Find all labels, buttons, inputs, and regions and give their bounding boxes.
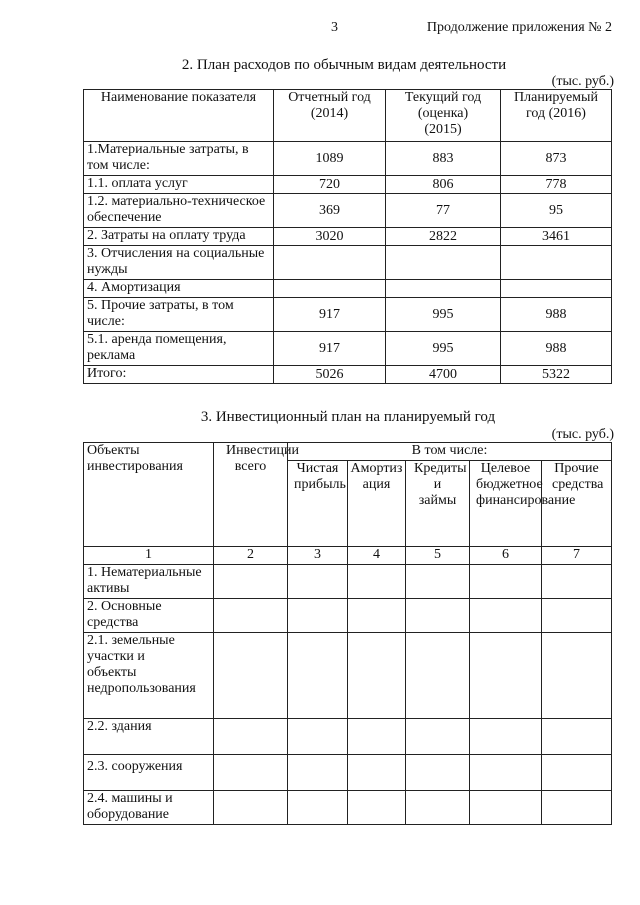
table-row bbox=[84, 298, 612, 332]
col-budget-financing: Целевое бюджетное финансирование bbox=[470, 461, 542, 547]
col-credits-loans: Кредиты и займы bbox=[406, 461, 470, 547]
table-row bbox=[84, 633, 612, 719]
col-total: Инвестиции всего bbox=[214, 443, 288, 547]
cell-2015 bbox=[386, 280, 501, 298]
table-row bbox=[84, 332, 612, 366]
appendix-label: Продолжение приложения № 2 bbox=[426, 20, 612, 35]
col-index: 5 bbox=[406, 547, 470, 565]
table-row bbox=[84, 228, 612, 246]
row-name: 1.1. оплата услуг bbox=[84, 176, 274, 194]
col-objects: Объекты инвестирования bbox=[84, 443, 214, 547]
col-index: 6 bbox=[470, 547, 542, 565]
cell-2016: 873 bbox=[501, 142, 612, 176]
row-name: 4. Амортизация bbox=[84, 280, 274, 298]
object-name: 2. Основные средства bbox=[84, 599, 214, 633]
object-name: 2.4. машины и оборудование bbox=[84, 791, 214, 825]
table-row bbox=[84, 142, 612, 176]
cell-2015: 995 bbox=[386, 332, 501, 366]
col-index: 1 bbox=[84, 547, 214, 565]
row-name: 1.2. материально-техническое обеспечение bbox=[84, 194, 274, 228]
cell-2015: 806 bbox=[386, 176, 501, 194]
page-header bbox=[0, 20, 640, 40]
col-amortization: Амортизация bbox=[348, 461, 406, 547]
table-row bbox=[84, 719, 612, 755]
cell-2016: 95 bbox=[501, 194, 612, 228]
table-row bbox=[84, 565, 612, 599]
object-name: 1. Нематериальные активы bbox=[84, 565, 214, 599]
col-index: 7 bbox=[542, 547, 612, 565]
cell-2015 bbox=[386, 246, 501, 280]
table-row bbox=[84, 599, 612, 633]
cell-2016: 5322 bbox=[501, 366, 612, 384]
table-row bbox=[84, 791, 612, 825]
row-name: 3. Отчисления на социальные нужды bbox=[84, 246, 274, 280]
cell-2016 bbox=[501, 280, 612, 298]
table-row bbox=[84, 176, 612, 194]
section1-title: 2. План расходов по обычным видам деятельности bbox=[181, 57, 507, 73]
col-index: 2 bbox=[214, 547, 288, 565]
table-header-row bbox=[84, 90, 612, 142]
row-name: 5.1. аренда помещения, реклама bbox=[84, 332, 274, 366]
cell-2014 bbox=[274, 280, 386, 298]
object-name: 2.1. земельные участки и объекты недропользования bbox=[84, 633, 214, 719]
row-name: 1.Материальные затраты, в том числе: bbox=[84, 142, 274, 176]
cell-2015: 77 bbox=[386, 194, 501, 228]
row-name: Итого: bbox=[84, 366, 274, 384]
table-row bbox=[84, 755, 612, 791]
cell-2015: 4700 bbox=[386, 366, 501, 384]
col-net-profit: Чистая прибыль bbox=[288, 461, 348, 547]
col-year-2016: Планируемый год (2016) bbox=[501, 90, 612, 142]
col-other-funds: Прочие средства bbox=[542, 461, 612, 547]
col-index: 4 bbox=[348, 547, 406, 565]
cell-2014: 917 bbox=[274, 332, 386, 366]
table-header-row bbox=[84, 443, 612, 461]
table-row bbox=[84, 194, 612, 228]
table-row bbox=[84, 280, 612, 298]
expense-plan-table bbox=[83, 89, 612, 384]
cell-2016: 3461 bbox=[501, 228, 612, 246]
cell-2014: 1089 bbox=[274, 142, 386, 176]
object-name: 2.3. сооружения bbox=[84, 755, 214, 791]
col-indicator-name: Наименование показателя bbox=[84, 90, 274, 142]
cell-2015: 883 bbox=[386, 142, 501, 176]
table-row-total bbox=[84, 366, 612, 384]
col-index: 3 bbox=[288, 547, 348, 565]
cell-2014: 917 bbox=[274, 298, 386, 332]
cell-2014: 369 bbox=[274, 194, 386, 228]
cell-2014: 720 bbox=[274, 176, 386, 194]
col-group-including: В том числе: bbox=[288, 443, 612, 461]
cell-2016: 988 bbox=[501, 332, 612, 366]
cell-2015: 2822 bbox=[386, 228, 501, 246]
cell-2016: 778 bbox=[501, 176, 612, 194]
section1-units: (тыс. руб.) bbox=[551, 74, 614, 89]
cell-2016: 988 bbox=[501, 298, 612, 332]
section2-title: 3. Инвестиционный план на планируемый год bbox=[200, 409, 496, 425]
col-year-2015: Текущий год (оценка) (2015) bbox=[386, 90, 501, 142]
investment-plan-table bbox=[83, 442, 612, 825]
cell-2014: 3020 bbox=[274, 228, 386, 246]
object-name: 2.2. здания bbox=[84, 719, 214, 755]
row-name: 2. Затраты на оплату труда bbox=[84, 228, 274, 246]
table-row bbox=[84, 246, 612, 280]
cell-2015: 995 bbox=[386, 298, 501, 332]
section2-units: (тыс. руб.) bbox=[551, 427, 614, 442]
page-number: 3 bbox=[331, 20, 338, 35]
row-name: 5. Прочие затраты, в том числе: bbox=[84, 298, 274, 332]
cell-2016 bbox=[501, 246, 612, 280]
col-year-2014: Отчетный год (2014) bbox=[274, 90, 386, 142]
cell-2014: 5026 bbox=[274, 366, 386, 384]
column-index-row bbox=[84, 547, 612, 565]
cell-2014 bbox=[274, 246, 386, 280]
